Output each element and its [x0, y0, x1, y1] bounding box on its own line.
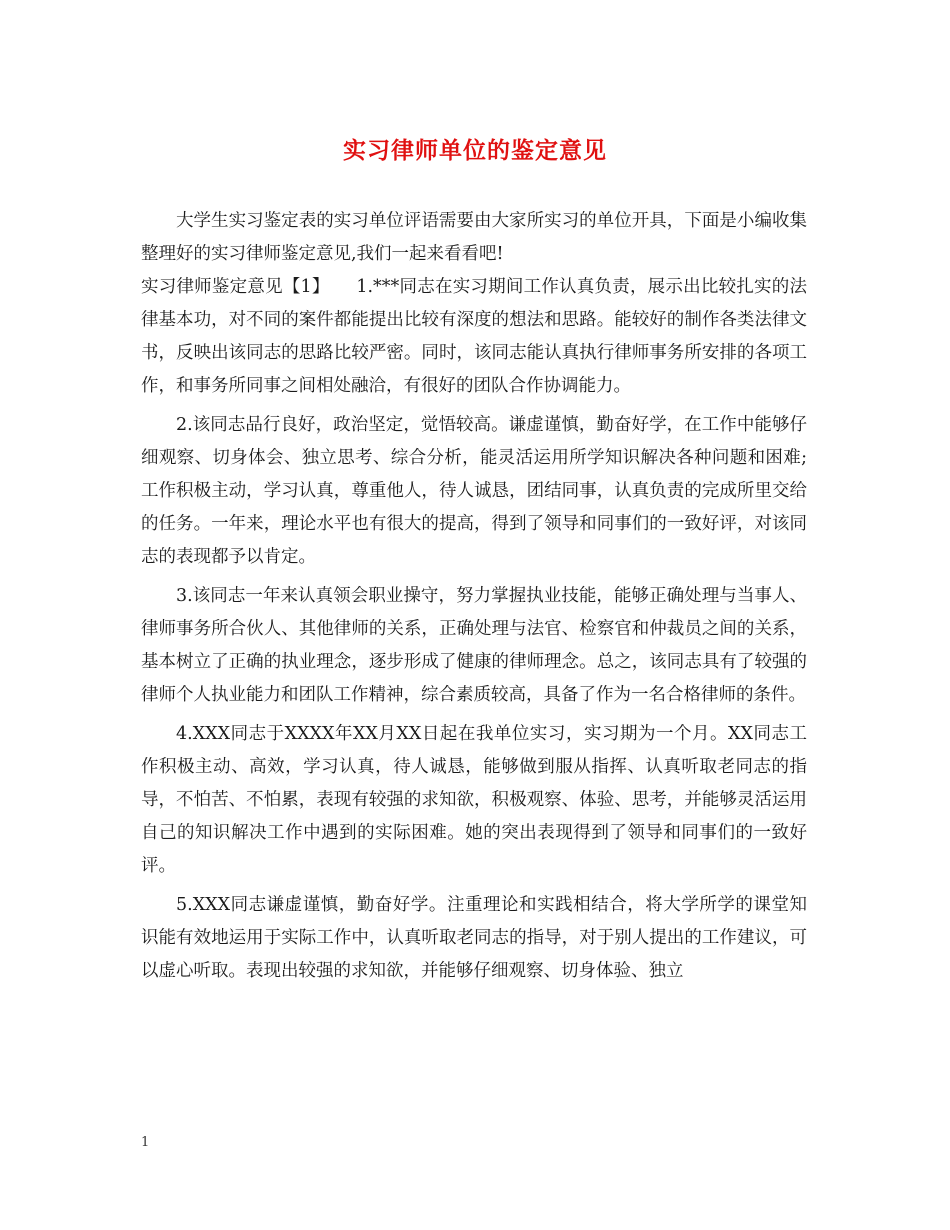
document-title: 实习律师单位的鉴定意见 — [343, 137, 607, 164]
opinion-5-paragraph: 5.XXX同志谦虚谨慎，勤奋好学。注重理论和实践相结合，将大学所学的课堂知识能有效地运用于实际工作中，认真听取老同志的指导，对于别人提出的工作建议，可以虚心听取。表现出较强的求知欲，并能够仔细观察、切身体验、独立 — [141, 895, 807, 981]
opinion-3-paragraph: 3.该同志一年来认真领会职业操守，努力掌握执业技能，能够正确处理与当事人、律师事务所合伙人、其他律师的关系，正确处理与法官、检察官和仲裁员之间的关系，基本树立了正确的执业理念，逐步形成了健康的律师理念。总之，该同志具有了较强的律师个人执业能力和团队工作精神，综合素质较高，具备了作为一名合格律师的条件。 — [141, 586, 807, 705]
opinion-2-paragraph: 2.该同志品行良好，政治坚定，觉悟较高。谦虚谨慎，勤奋好学，在工作中能够仔细观察、切身体会、独立思考、综合分析，能灵活运用所学知识解决各种问题和困难;工作积极主动，学习认真，尊重他人，待人诚恳，团结同事，认真负责的完成所里交给的任务。一年来，理论水平也有很大的提高，得到了领导和同事们的一致好评，对该同志的表现都予以肯定。 — [141, 415, 807, 567]
opinion-1-paragraph: 实习律师鉴定意见【1】 1.***同志在实习期间工作认真负责，展示出比较扎实的法律基本功，对不同的案件都能提出比较有深度的想法和思路。能较好的制作各类法律文书，反映出该同志的思路比较严密。同时，该同志能认真执行律师事务所安排的各项工作，和事务所同事之间相处融洽，有很好的团队合作协调能力。 — [141, 277, 807, 396]
document-body — [141, 205, 807, 994]
intro-paragraph: 大学生实习鉴定表的实习单位评语需要由大家所实习的单位开具，下面是小编收集整理好的实习律师鉴定意见,我们一起来看看吧! — [141, 211, 807, 264]
opinion-4-paragraph: 4.XXX同志于XXXX年XX月XX日起在我单位实习，实习期为一个月。XX同志工作积极主动、高效，学习认真，待人诚恳，能够做到服从指挥、认真听取老同志的指导，不怕苦、不怕累，表现有较强的求知欲，积极观察、体验、思考，并能够灵活运用自己的知识解决工作中遇到的实际困难。她的突出表现得到了领导和同事们的一致好评。 — [141, 724, 807, 876]
page-number: 1 — [141, 1135, 150, 1150]
